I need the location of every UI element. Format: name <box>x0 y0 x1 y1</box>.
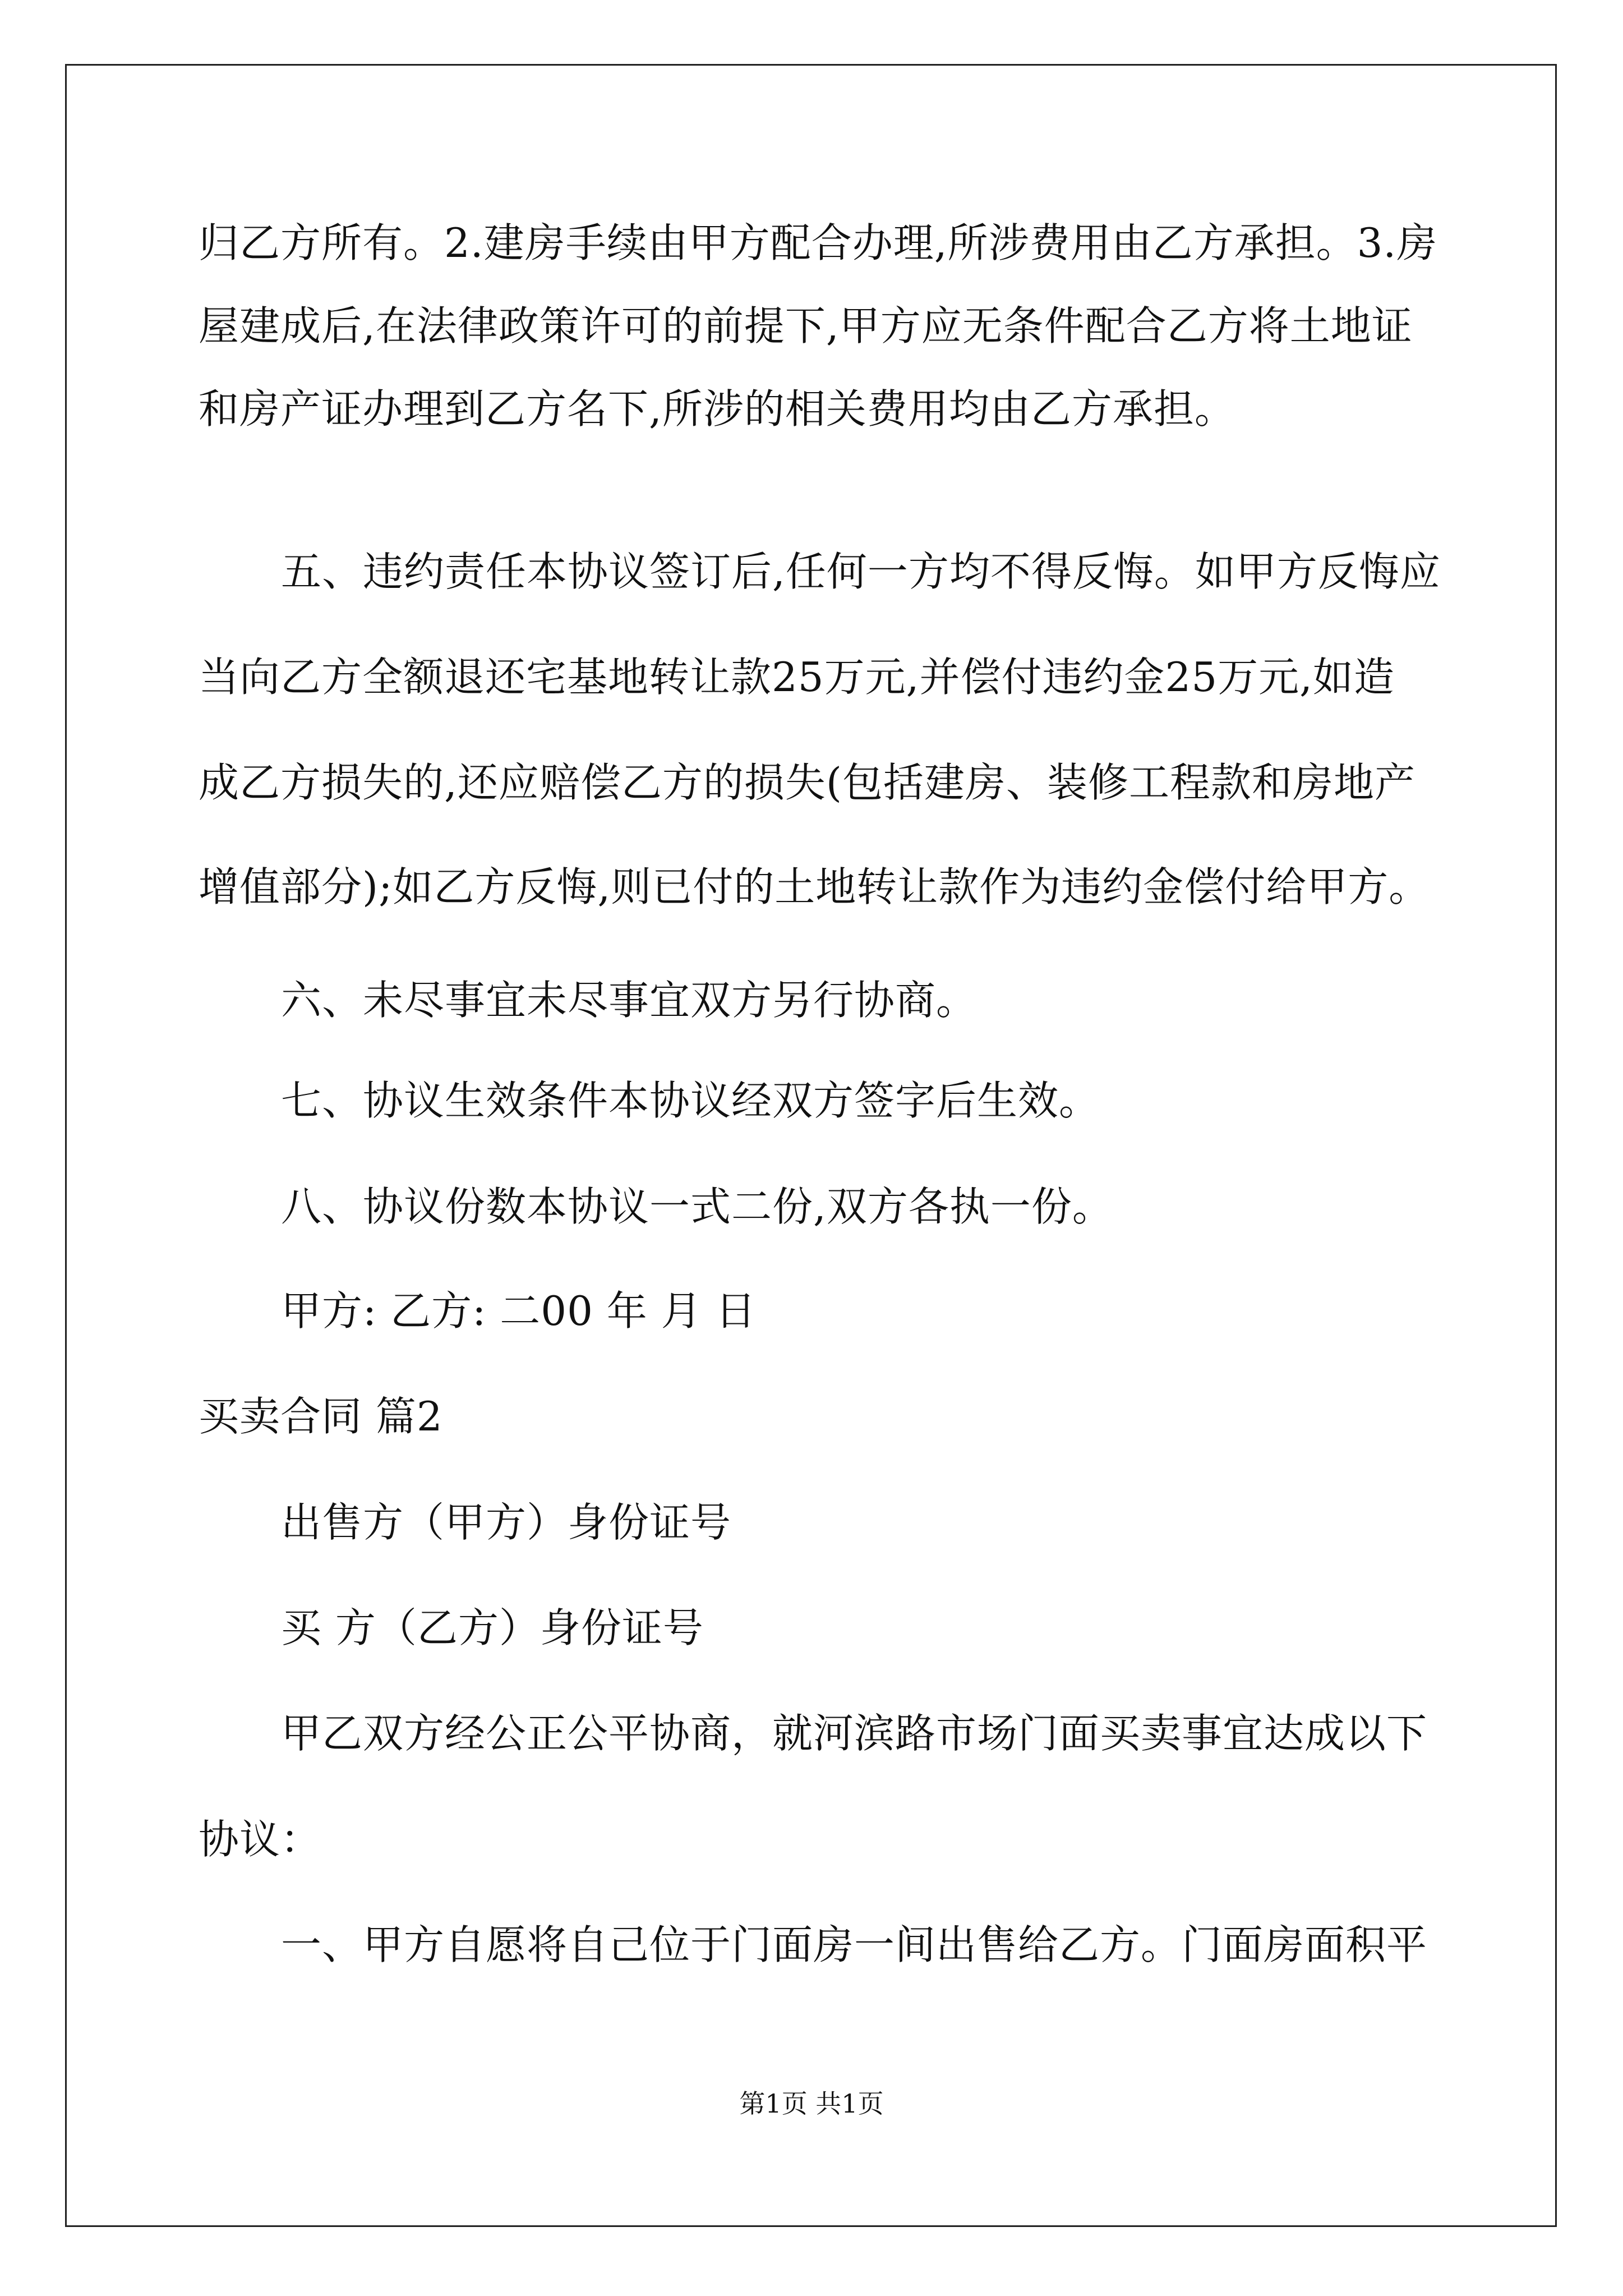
text-line: 五、违约责任本协议签订后,任何一方均不得反悔。如甲方反悔应 <box>281 548 1441 595</box>
text-line: 甲乙双方经公正公平协商，就河滨路市场门面买卖事宜达成以下 <box>281 1710 1428 1757</box>
text-line: 出售方（甲方）身份证号 <box>281 1499 732 1546</box>
text-line: 屋建成后,在法律政策许可的前提下,甲方应无条件配合乙方将土地证 <box>199 302 1413 349</box>
text-line: 八、协议份数本协议一式二份,双方各执一份。 <box>281 1183 1113 1230</box>
text-line: 和房产证办理到乙方名下,所涉的相关费用均由乙方承担。 <box>199 385 1235 432</box>
text-line: 成乙方损失的,还应赔偿乙方的损失(包括建房、装修工程款和房地产 <box>199 759 1415 806</box>
text-line: 买 方（乙方）身份证号 <box>281 1604 704 1651</box>
text-line: 归乙方所有。2.建房手续由甲方配合办理,所涉费用由乙方承担。3.房 <box>199 219 1438 266</box>
page-footer: 第1页 共1页 <box>739 2088 884 2119</box>
text-line: 六、未尽事宜未尽事宜双方另行协商。 <box>281 977 978 1024</box>
text-line: 增值部分);如乙方反悔,则已付的土地转让款作为违约金偿付给甲方。 <box>199 863 1430 910</box>
signature-line: 甲方: 乙方: 二00 年 月 日 <box>281 1287 757 1335</box>
text-line: 七、协议生效条件本协议经双方签字后生效。 <box>281 1077 1100 1124</box>
section-heading: 买卖合同 篇2 <box>199 1393 443 1440</box>
text-line: 当向乙方全额退还宅基地转让款25万元,并偿付违约金25万元,如造 <box>199 654 1395 701</box>
text-line: 一、甲方自愿将自己位于门面房一间出售给乙方。门面房面积平 <box>281 1921 1428 1968</box>
text-line: 协议： <box>199 1816 322 1863</box>
